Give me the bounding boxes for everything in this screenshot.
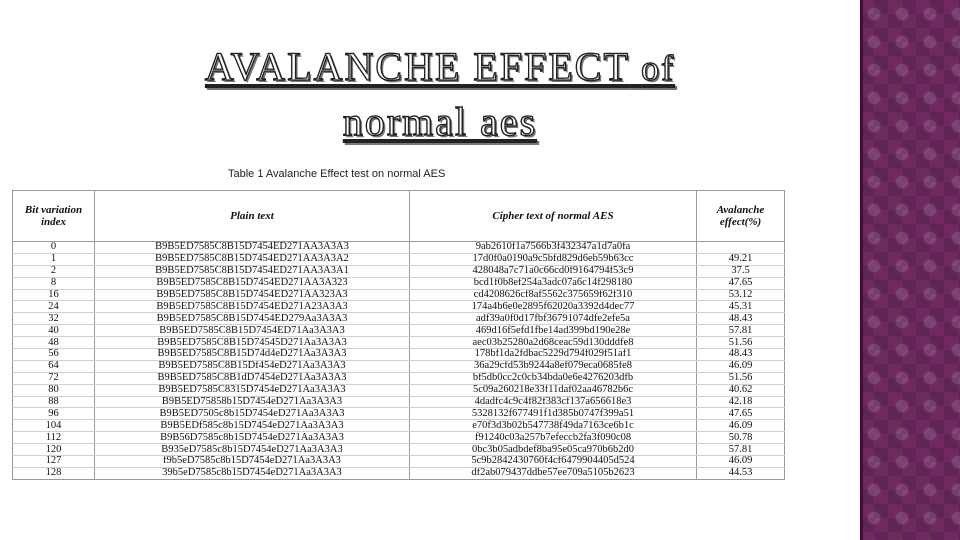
cell-cipher-text: 9ab2610f1a7566b3f432347a1d7a0fa <box>410 242 697 254</box>
table-row <box>13 289 785 301</box>
cell-plain-text: B9B5ED7585C8B15D7454ED271A23A3A3 <box>95 301 410 313</box>
table-row <box>13 313 785 325</box>
cell-bit-index: 1 <box>13 253 95 265</box>
cell-cipher-text: e70f3d3b02b547738f49da7163ce6b1c <box>410 420 697 432</box>
cell-bit-index: 56 <box>13 349 95 361</box>
cell-bit-index: 64 <box>13 360 95 372</box>
cell-plain-text: B935eD7585c8b15D7454eD271Aa3A3A3 <box>95 444 410 456</box>
table-row <box>13 277 785 289</box>
cell-plain-text: B9B5EDf585c8b15D7454eD271Aa3A3A3 <box>95 420 410 432</box>
cell-bit-index: 8 <box>13 277 95 289</box>
cell-cipher-text: df2ab079437ddbe57ee709a5105b2623 <box>410 467 697 479</box>
cell-bit-index: 127 <box>13 456 95 468</box>
decorative-side-band <box>860 0 960 540</box>
cell-cipher-text: bf5db0cc2c0cb34bda0e6e4276203dfb <box>410 372 697 384</box>
cell-cipher-text: bcd1f0b8ef254a3adc07a6c14f298180 <box>410 277 697 289</box>
cell-cipher-text: 174a4b6e0e2895f62020a3392d4dec77 <box>410 301 697 313</box>
table-row <box>13 265 785 277</box>
header-avalanche-effect: Avalanche effect(%) <box>697 191 785 242</box>
cell-avalanche-effect: 42.18 <box>697 396 785 408</box>
cell-avalanche-effect: 51.56 <box>697 337 785 349</box>
cell-avalanche-effect: 37.5 <box>697 265 785 277</box>
cell-avalanche-effect <box>697 242 785 254</box>
cell-plain-text: B9B5ED7585C8B15D7454ED271AA3A323 <box>95 277 410 289</box>
cell-cipher-text: 4dadfc4c9c4f82f383cf137a656618e3 <box>410 396 697 408</box>
cell-plain-text: B9B5ED7585C8B15D74545D271Aa3A3A3 <box>95 337 410 349</box>
cell-avalanche-effect: 44.53 <box>697 467 785 479</box>
cell-bit-index: 104 <box>13 420 95 432</box>
cell-bit-index: 32 <box>13 313 95 325</box>
cell-cipher-text: 428048a7c71a0c66cd0f9164794f53c9 <box>410 265 697 277</box>
cell-bit-index: 112 <box>13 432 95 444</box>
cell-cipher-text: 0bc3b05adbdef8ba95e05ca970b6b2d0 <box>410 444 697 456</box>
table-caption: Table 1 Avalanche Effect test on normal AES <box>228 168 446 180</box>
cell-cipher-text: 36a29cfd53b9244a8ef079eca0685fe8 <box>410 360 697 372</box>
table-row <box>13 301 785 313</box>
table-row <box>13 432 785 444</box>
cell-bit-index: 16 <box>13 289 95 301</box>
table-row <box>13 396 785 408</box>
slide-title <box>140 40 740 149</box>
cell-cipher-text: 178bf1da2fdbac5229d794f029f51af1 <box>410 349 697 361</box>
table-row <box>13 444 785 456</box>
cell-plain-text: B9B56D7585c8b15D7454eD271Aa3A3A3 <box>95 432 410 444</box>
cell-bit-index: 0 <box>13 242 95 254</box>
table-row <box>13 456 785 468</box>
cell-cipher-text: 17d0f0a0190a9c5bfd829d6eb59b63cc <box>410 253 697 265</box>
cell-avalanche-effect: 57.81 <box>697 325 785 337</box>
cell-plain-text: B9B5ED7585C8315D7454eD271Aa3A3A3 <box>95 384 410 396</box>
cell-bit-index: 88 <box>13 396 95 408</box>
table-row <box>13 253 785 265</box>
cell-plain-text: B9B5ED75858b15D7454eD271Aa3A3A3 <box>95 396 410 408</box>
cell-plain-text: B9B5ED7585C8B15D7454ED271AA323A3 <box>95 289 410 301</box>
cell-avalanche-effect: 45.31 <box>697 301 785 313</box>
cell-avalanche-effect: 48.43 <box>697 349 785 361</box>
cell-cipher-text: adf39a0f0d17fbf36791074dfe2efe5a <box>410 313 697 325</box>
cell-plain-text: B9B5ED7585C8B15D7454ED271AA3A3A2 <box>95 253 410 265</box>
table-row <box>13 325 785 337</box>
cell-avalanche-effect: 46.09 <box>697 360 785 372</box>
cell-avalanche-effect: 53.12 <box>697 289 785 301</box>
cell-avalanche-effect: 40.62 <box>697 384 785 396</box>
cell-plain-text: 39b5eD7585c8b15D7454eD271Aa3A3A3 <box>95 467 410 479</box>
cell-avalanche-effect: 46.09 <box>697 456 785 468</box>
cell-plain-text: B9B5ED7585C8B15D7454ED279Aa3A3A3 <box>95 313 410 325</box>
cell-plain-text: B9B5ED7585C8B15D7454ED271AA3A3A3 <box>95 242 410 254</box>
cell-plain-text: B9B5ED7585C8B15D7454ED271AA3A3A1 <box>95 265 410 277</box>
cell-bit-index: 72 <box>13 372 95 384</box>
table-row <box>13 408 785 420</box>
cell-plain-text: f9b5eD7585c8b15D7454eD271Aa3A3A3 <box>95 456 410 468</box>
table-row <box>13 384 785 396</box>
cell-avalanche-effect: 57.81 <box>697 444 785 456</box>
cell-plain-text: B9B5ED7505c8b15D7454eD271Aa3A3A3 <box>95 408 410 420</box>
cell-avalanche-effect: 49.21 <box>697 253 785 265</box>
cell-bit-index: 128 <box>13 467 95 479</box>
title-line-1-main: AVALANCHE EFFECT <box>204 44 630 89</box>
title-line-1 <box>140 40 740 95</box>
cell-cipher-text: 5c9b2842430760f4cf6479904405d524 <box>410 456 697 468</box>
cell-bit-index: 24 <box>13 301 95 313</box>
cell-cipher-text: f91240c03a257b7efeccb2fa3f090c08 <box>410 432 697 444</box>
title-line-2: normal aes <box>342 99 538 144</box>
cell-bit-index: 120 <box>13 444 95 456</box>
cell-cipher-text: 469d16f5efd1fbe14ad399bd190e28e <box>410 325 697 337</box>
cell-bit-index: 96 <box>13 408 95 420</box>
cell-avalanche-effect: 47.65 <box>697 408 785 420</box>
cell-cipher-text: cd4208626cf8af5562c375659f62f310 <box>410 289 697 301</box>
table-row <box>13 467 785 479</box>
header-bit-index: Bit variation index <box>13 191 95 242</box>
cell-avalanche-effect: 48.43 <box>697 313 785 325</box>
table-row <box>13 349 785 361</box>
table-row <box>13 372 785 384</box>
cell-cipher-text: 5c09a260218e33f11daf02aa46782b6c <box>410 384 697 396</box>
cell-plain-text: B9B5ED7585C8B15Df454eD271Aa3A3A3 <box>95 360 410 372</box>
cell-avalanche-effect: 50.78 <box>697 432 785 444</box>
cell-plain-text: B9B5ED7585C8B1dD7454eD271Aa3A3A3 <box>95 372 410 384</box>
title-line-1-tail: of <box>641 48 676 88</box>
cell-avalanche-effect: 47.65 <box>697 277 785 289</box>
header-plain-text: Plain text <box>95 191 410 242</box>
avalanche-table <box>12 190 785 480</box>
cell-bit-index: 2 <box>13 265 95 277</box>
table-row <box>13 360 785 372</box>
cell-plain-text: B9B5ED7585C8B15D74d4eD271Aa3A3A3 <box>95 349 410 361</box>
cell-bit-index: 48 <box>13 337 95 349</box>
cell-plain-text: B9B5ED7585C8B15D7454ED71Aa3A3A3 <box>95 325 410 337</box>
table-row <box>13 337 785 349</box>
table-header-row <box>13 191 785 242</box>
table-row <box>13 420 785 432</box>
header-cipher-text: Cipher text of normal AES <box>410 191 697 242</box>
cell-avalanche-effect: 46.09 <box>697 420 785 432</box>
cell-cipher-text: 5328132f677491f1d385b0747f399a51 <box>410 408 697 420</box>
cell-cipher-text: aec03b25280a2d68ceac59d130dddfe8 <box>410 337 697 349</box>
cell-avalanche-effect: 51.56 <box>697 372 785 384</box>
cell-bit-index: 40 <box>13 325 95 337</box>
cell-bit-index: 80 <box>13 384 95 396</box>
table-row <box>13 242 785 254</box>
